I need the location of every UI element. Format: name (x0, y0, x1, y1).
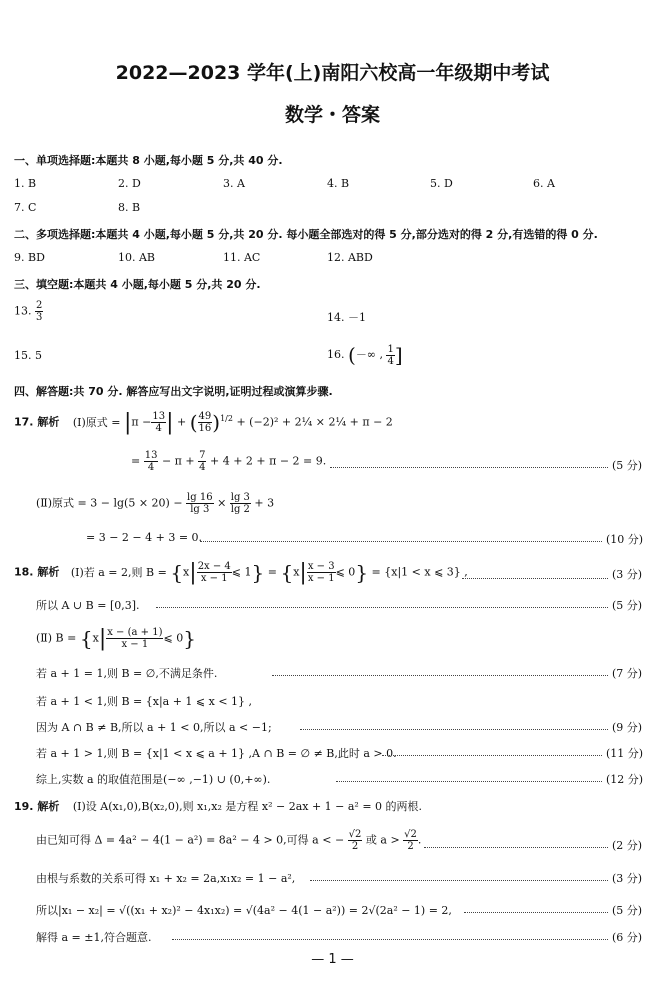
q19-line-4: 所以|x₁ − x₂| = √((x₁ + x₂)² − 4x₁x₂) = √(4a² − 4(1 − a²)) = 2√(2a² − 1) = 2, (36, 904, 452, 917)
answer-2: 2. D (118, 177, 141, 190)
answer-13: 13. $\frac{2}{3}$ (14, 300, 43, 323)
q19-line-5: 解得 a = ±1,符合题意. (36, 931, 152, 944)
q18-score-1: (3 分) (612, 568, 643, 581)
fraction-16: $\frac{1}{4}$ (387, 343, 394, 367)
leader-dots (200, 541, 602, 542)
q19-line-3: 由根与系数的关系可得 x₁ + x₂ = 2a,x₁x₂ = 1 − a², (36, 872, 296, 885)
q17-line-4: = 3 − 2 − 4 + 3 = 0. (86, 531, 203, 544)
section-fill-in: 三、填空题:本题共 4 小题,每小题 5 分,共 20 分. (14, 278, 261, 291)
leader-dots (156, 607, 608, 608)
q19-line-2: 由已知可得 Δ = 4a² − 4(1 − a²) = 8a² − 4 > 0,可得 a < − $\frac{√2}{2}$ 或 a > $\frac{√2}{2}$ . (36, 829, 422, 852)
answer-3: 3. A (223, 177, 245, 190)
answer-4: 4. B (327, 177, 350, 190)
answer-5: 5. D (430, 177, 453, 190)
q19-score-2: (2 分) (612, 839, 643, 852)
leader-dots (336, 781, 602, 782)
q18-score-2: (5 分) (612, 599, 643, 612)
leader-dots (330, 467, 608, 468)
leader-dots (382, 755, 602, 756)
answer-7: 7. C (14, 201, 37, 214)
q18-line-3: (Ⅱ) B = {x| $\frac{x - (a + 1)}{x - 1}$ ⩽ 0} (36, 626, 196, 651)
section-single-choice: 一、单项选择题:本题共 8 小题,每小题 5 分,共 40 分. (14, 154, 283, 167)
q19-score-4: (5 分) (612, 904, 643, 917)
answer-6: 6. A (533, 177, 555, 190)
answer-12: 12. ABD (327, 251, 373, 264)
answer-11: 11. AC (223, 251, 261, 264)
page-number: — 1 — (311, 952, 354, 967)
answer-10: 10. AB (118, 251, 156, 264)
q18-line-8: 综上,实数 a 的取值范围是(−∞ ,−1) ∪ (0,+∞). (36, 773, 271, 786)
q17-line-3: (Ⅱ)原式 = 3 − lg(5 × 20) − $\frac{\lg 16}{\lg 3}$ × $\frac{\lg 3}{\lg 2}$ + 3 (36, 492, 275, 515)
leader-dots (424, 847, 608, 848)
q18-score-7: (11 分) (606, 747, 644, 760)
answer-9: 9. BD (14, 251, 45, 264)
section-multi-choice: 二、多项选择题:本题共 4 小题,每小题 5 分,共 20 分. 每小题全部选对的得 5 分,部分选对的得 2 分,有选错的得 0 分. (14, 228, 598, 241)
leader-dots (310, 880, 608, 881)
q18-line-2: 所以 A ∪ B = [0,3]. (36, 599, 140, 612)
q18-score-8: (12 分) (606, 773, 644, 786)
answer-8: 8. B (118, 201, 141, 214)
q17-line-1: 17. 解析 (Ⅰ)原式 = |π − $\frac{13}{4}$ | + ( $\frac{49}{16}$ )$^{1/2}$ + (−2)² + 2¼ × 2¼ + π − 2 (14, 410, 393, 435)
q19-score-5: (6 分) (612, 931, 643, 944)
answer-1: 1. B (14, 177, 37, 190)
answer-14: 14. －1 (327, 311, 366, 324)
q18-score-4: (7 分) (612, 667, 643, 680)
q18-score-6: (9 分) (612, 721, 643, 734)
q18-line-1: 18. 解析 (Ⅰ)若 a = 2,则 B = {x| $\frac{2x - 4}{x - 1}$ ⩽ 1} = {x| $\frac{x - 3}{x - 1}$ ⩽ 0} = {x|1 < x ⩽ 3} , (14, 560, 468, 585)
section-solutions: 四、解答题:共 70 分. 解答应写出文字说明,证明过程或演算步骤. (14, 385, 333, 398)
q17-score-2: (10 分) (606, 533, 644, 546)
fraction-13: $\frac{2}{3}$ (36, 300, 43, 323)
answer-15: 15. 5 (14, 349, 42, 362)
leader-dots (464, 912, 608, 913)
q19-score-3: (3 分) (612, 872, 643, 885)
page-subtitle: 数学・答案 (284, 104, 380, 126)
answer-16: 16. (－∞ , $\frac{1}{4}$ ] (327, 343, 403, 367)
leader-dots (272, 675, 608, 676)
leader-dots (462, 578, 608, 579)
q17-score-1: (5 分) (612, 459, 643, 472)
q17-line-2: = $\frac{13}{4}$ − π + $\frac{7}{4}$ + 4 + 2 + π − 2 = 9. (131, 450, 327, 473)
q18-line-6: 因为 A ∩ B ≠ B,所以 a + 1 < 0,所以 a < −1; (36, 721, 272, 734)
leader-dots (300, 729, 608, 730)
q18-line-7: 若 a + 1 > 1,则 B = {x|1 < x ⩽ a + 1} ,A ∩ B = ∅ ≠ B,此时 a > 0. (36, 747, 397, 760)
leader-dots (172, 939, 608, 940)
q18-line-4: 若 a + 1 = 1,则 B = ∅,不满足条件. (36, 667, 218, 680)
q18-line-5: 若 a + 1 < 1,则 B = {x|a + 1 ⩽ x < 1} , (36, 695, 253, 708)
q19-line-1: 19. 解析 (Ⅰ)设 A(x₁,0),B(x₂,0),则 x₁,x₂ 是方程 x² − 2ax + 1 − a² = 0 的两根. (14, 800, 423, 813)
page-title: 2022—2023 学年(上)南阳六校高一年级期中考试 (115, 62, 550, 84)
